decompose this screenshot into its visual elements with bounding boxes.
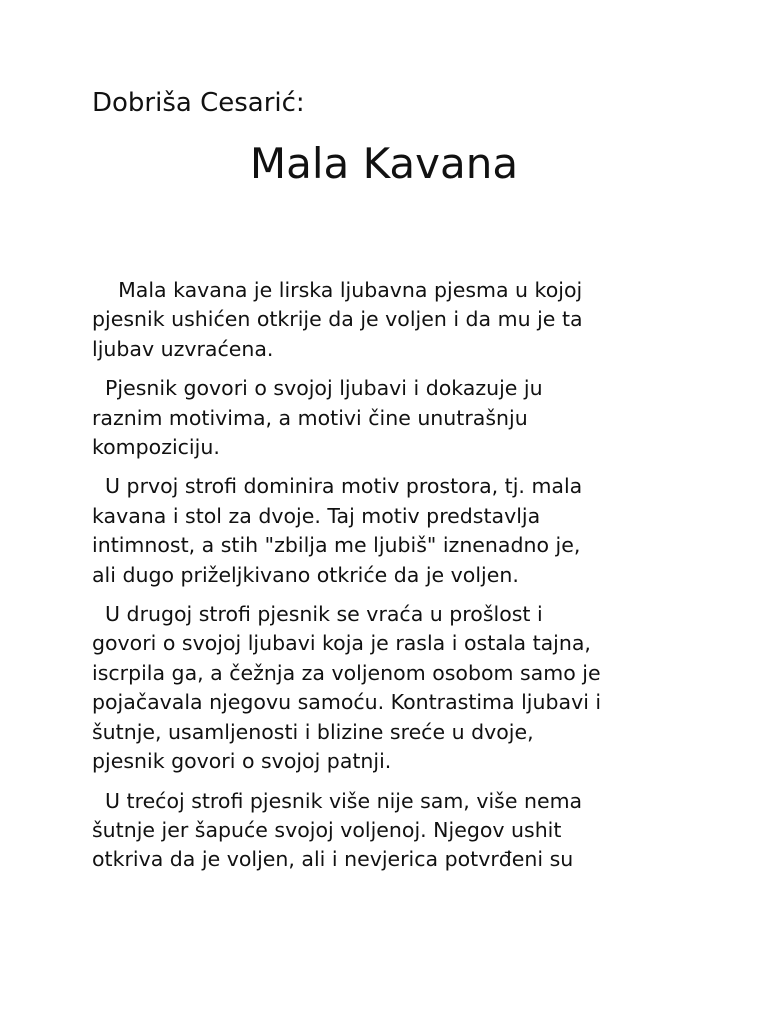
text-line: ali dugo priželjkivano otkriće da je voljen. (92, 562, 519, 587)
paragraph-2 (92, 374, 692, 462)
paragraph-4 (92, 600, 692, 776)
author-heading: Dobriša Cesarić: (92, 88, 305, 118)
text-line: šutnje jer šapuće svojoj voljenoj. Njegov ushit (92, 817, 562, 842)
text-line: U trećoj strofi pjesnik više nije sam, više nema (92, 788, 583, 813)
text-line: kavana i stol za dvoje. Taj motiv predstavlja (92, 503, 541, 528)
text-line: intimnost, a stih "zbilja me ljubiš" iznenadno je, (92, 533, 581, 558)
text-line: Pjesnik govori o svojoj ljubavi i dokazuje ju (92, 376, 543, 401)
text-line: raznim motivima, a motivi čine unutrašnju (92, 405, 528, 430)
text-line: šutnje, usamljenosti i blizine sreće u dvoje, (92, 719, 534, 744)
paragraph-3 (92, 472, 692, 590)
text-line: iscrpila ga, a čežnja za voljenom osobom samo je (92, 660, 601, 685)
text-line: U drugoj strofi pjesnik se vraća u prošlost i (92, 602, 543, 627)
text-line: govori o svojoj ljubavi koja je rasla i ostala tajna, (92, 631, 591, 656)
essay-body (92, 276, 692, 885)
text-line: kompoziciju. (92, 435, 220, 460)
paragraph-1 (92, 276, 692, 364)
text-line: pjesnik govori o svojoj patnji. (92, 749, 392, 774)
text-line: U prvoj strofi dominira motiv prostora, tj. mala (92, 474, 583, 499)
text-line: pojačavala njegovu samoću. Kontrastima ljubavi i (92, 690, 602, 715)
text-line: ljubav uzvraćena. (92, 336, 274, 361)
page-title: Mala Kavana (249, 139, 519, 188)
paragraph-5 (92, 787, 692, 875)
text-line: pjesnik ushićen otkrije da je voljen i da mu je ta (92, 307, 583, 332)
text-line: Mala kavana je lirska ljubavna pjesma u kojoj (92, 278, 583, 302)
text-line: otkriva da je voljen, ali i nevjerica potvrđeni su (92, 847, 574, 872)
